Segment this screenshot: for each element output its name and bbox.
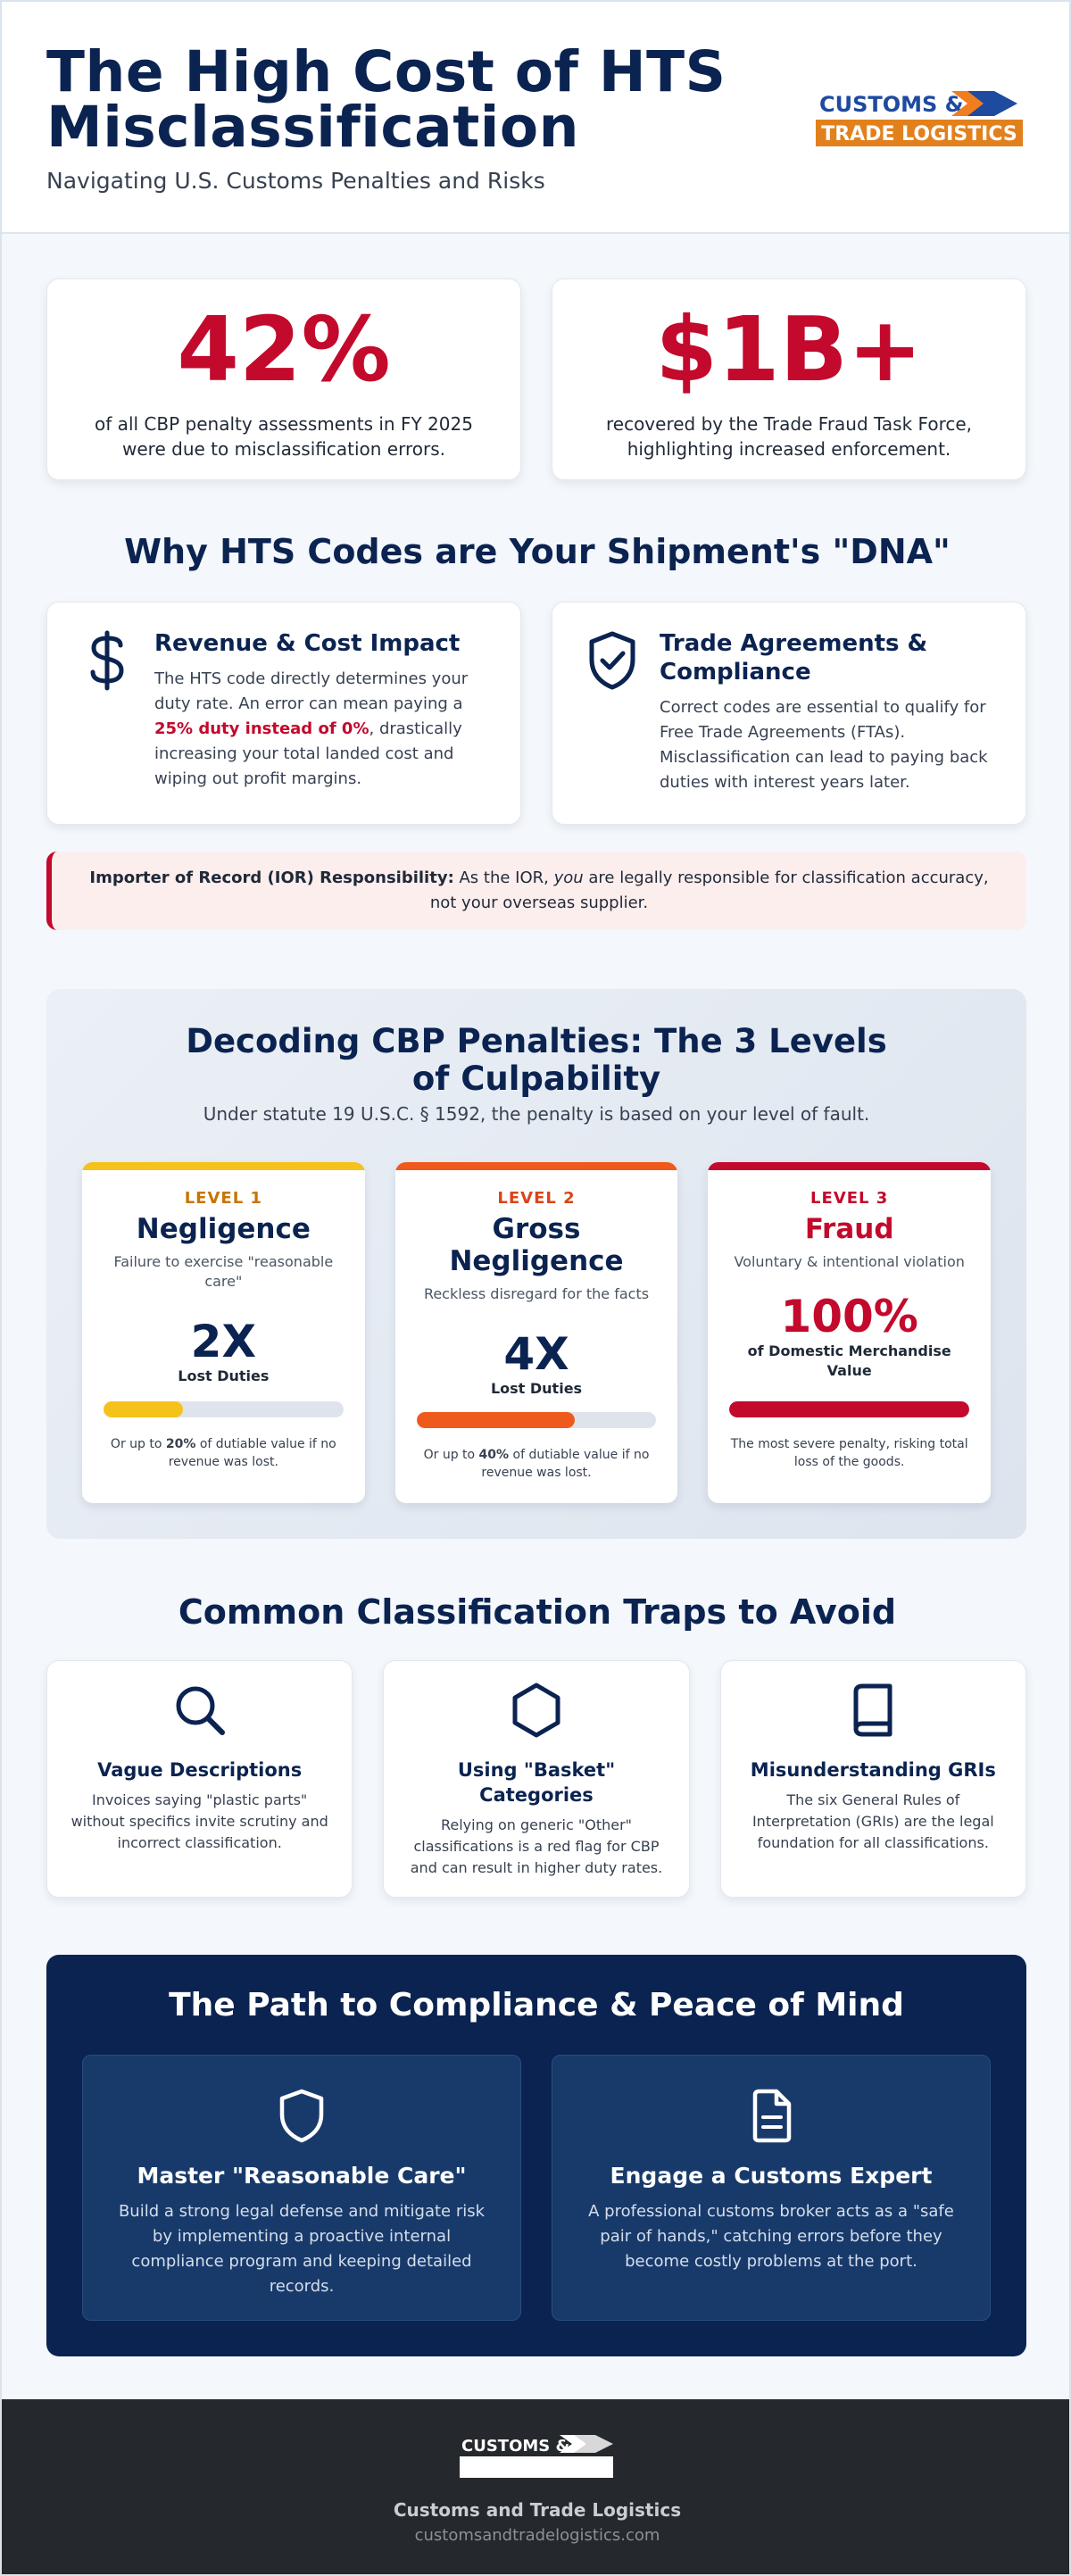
level-multiplier-label: Lost Duties [178, 1367, 270, 1384]
stat-text: recovered by the Trade Fraud Task Force, highlighting increased enforcement. [605, 413, 973, 460]
penalties-title: Decoding CBP Penalties: The 3 Levels of Culpability [186, 1022, 887, 1098]
level-card-gross-negligence [395, 1162, 678, 1503]
dna-cards [46, 602, 1026, 825]
level-name: Negligence [136, 1213, 311, 1245]
card-text: Correct codes are essential to qualify for Free Trade Agreements (FTAs). Misclassification can lead to paying back duties with interest years later. [660, 698, 988, 792]
page-title: The High Cost of HTS Misclassification [46, 39, 726, 160]
compliance-card-text: Build a strong legal defense and mitigate risk by implementing a proactive internal compliance program and keeping detailed records. [118, 2202, 486, 2296]
severity-bar [104, 1401, 344, 1417]
header [2, 2, 1069, 234]
trap-text: Invoices saying "plastic parts" without specifics invite scrutiny and incorrect classification. [71, 1791, 328, 1851]
search-icon [170, 1681, 229, 1740]
level-multiplier-label: of Domestic Merchandise Value [747, 1342, 951, 1379]
level-description: Reckless disregard for the facts [423, 1285, 650, 1302]
duty-highlight: 25% duty instead of 0% [154, 719, 369, 738]
ior-label: Importer of Record (IOR) Responsibility: [89, 868, 454, 887]
stat-value: 42% [177, 297, 391, 402]
level-multiplier-label: Lost Duties [490, 1380, 583, 1397]
level-label: LEVEL 3 [810, 1189, 889, 1208]
level-name: Gross Negligence [449, 1213, 624, 1277]
level-card-negligence [82, 1162, 365, 1503]
level-label: LEVEL 2 [497, 1189, 576, 1208]
hexagon-icon [507, 1681, 566, 1740]
reasonable-care-card [82, 2055, 521, 2321]
page-subtitle: Navigating U.S. Customs Penalties and Risks [46, 168, 545, 194]
severity-fill [417, 1412, 575, 1428]
severity-bar [729, 1401, 969, 1417]
stat-text: of all CBP penalty assessments in FY 2025 were due to misclassification errors. [95, 413, 473, 460]
level-multiplier: 2X [190, 1316, 256, 1367]
dna-section-title: Why HTS Codes are Your Shipment's "DNA" [124, 532, 951, 571]
level-color-bar [395, 1162, 678, 1170]
footer-website[interactable]: customsandtradelogistics.com [414, 2526, 660, 2545]
shield-icon [277, 2088, 327, 2143]
book-icon [843, 1681, 902, 1740]
compliance-title: The Path to Compliance & Peace of Mind [169, 1987, 904, 2023]
trap-title: Using "Basket" Categories [457, 1759, 616, 1806]
severity-fill [104, 1401, 183, 1417]
stat-card-recovered [552, 278, 1026, 480]
compliance-cards [82, 2055, 991, 2321]
traps-row [46, 1660, 1026, 1898]
trap-card-basket [383, 1660, 689, 1898]
level-note: The most severe penalty, risking total loss of the goods. [730, 1437, 968, 1469]
penalties-section [46, 989, 1026, 1539]
level-description: Failure to exercise "reasonable care" [113, 1253, 334, 1290]
trap-card-gri [720, 1660, 1026, 1898]
card-title: Revenue & Cost Impact [154, 630, 461, 657]
footer-logo [460, 2433, 617, 2480]
ior-callout: Importer of Record (IOR) Responsibility: As the IOR, you are legally responsible for classification accuracy, not your overseas supplier. [46, 852, 1026, 930]
compliance-card-text: A professional customs broker acts as a "safe pair of hands," catching errors before they become costly problems at the port. [588, 2202, 954, 2271]
penalties-subtitle: Under statute 19 U.S.C. § 1592, the penalty is based on your level of fault. [203, 1103, 870, 1125]
card-text: The HTS code directly determines your duty rate. An error can mean paying a 25% duty instead of 0%, drastically increasing your total landed cost and wiping out profit margins. [154, 669, 469, 788]
compliance-section [46, 1955, 1026, 2356]
severity-bar [417, 1412, 657, 1428]
compliance-card-title: Engage a Customs Expert [610, 2163, 933, 2189]
penalty-levels [82, 1162, 991, 1503]
level-card-fraud [708, 1162, 991, 1503]
traps-section-title: Common Classification Traps to Avoid [178, 1592, 897, 1632]
compliance-card-title: Master "Reasonable Care" [137, 2163, 467, 2189]
revenue-impact-card [46, 602, 521, 825]
severity-fill [729, 1401, 969, 1417]
shield-check-icon [586, 629, 638, 692]
logo-line2: TRADE LOGISTICS [821, 123, 1017, 145]
document-icon [746, 2088, 796, 2143]
stat-card-penalties [46, 278, 521, 480]
ior-emphasis: you [553, 868, 584, 887]
trap-text: The six General Rules of Interpretation (GRIs) are the legal foundation for all classifications. [751, 1791, 994, 1851]
level-note: Or up to 20% of dutiable value if no revenue was lost. [110, 1437, 336, 1469]
trap-title: Vague Descriptions [97, 1759, 303, 1781]
stat-value: $1B+ [655, 297, 923, 402]
footer-company-name: Customs and Trade Logistics [393, 2499, 682, 2521]
trap-text: Relying on generic "Other" classifications is a red flag for CBP and can result in higher duty rates. [410, 1816, 663, 1876]
logo-line1: CUSTOMS & [819, 92, 964, 117]
stats-row [46, 278, 1026, 480]
level-multiplier: 4X [503, 1328, 569, 1380]
footer [2, 2399, 1071, 2576]
customs-expert-card [552, 2055, 991, 2321]
level-color-bar [708, 1162, 991, 1170]
level-multiplier: 100% [780, 1291, 918, 1342]
trade-agreements-card [552, 602, 1026, 825]
card-title: Trade Agreements & Compliance [660, 630, 928, 686]
dollar-icon [81, 629, 133, 692]
level-description: Voluntary & intentional violation [734, 1253, 965, 1270]
level-note: Or up to 40% of dutiable value if no revenue was lost. [423, 1448, 650, 1480]
trap-title: Misunderstanding GRIs [750, 1759, 996, 1781]
footer-logo-text: CUSTOMS & [461, 2437, 570, 2456]
company-logo [816, 87, 1023, 146]
level-color-bar [82, 1162, 365, 1170]
level-name: Fraud [804, 1213, 894, 1245]
trap-card-vague [46, 1660, 353, 1898]
level-label: LEVEL 1 [184, 1189, 262, 1208]
